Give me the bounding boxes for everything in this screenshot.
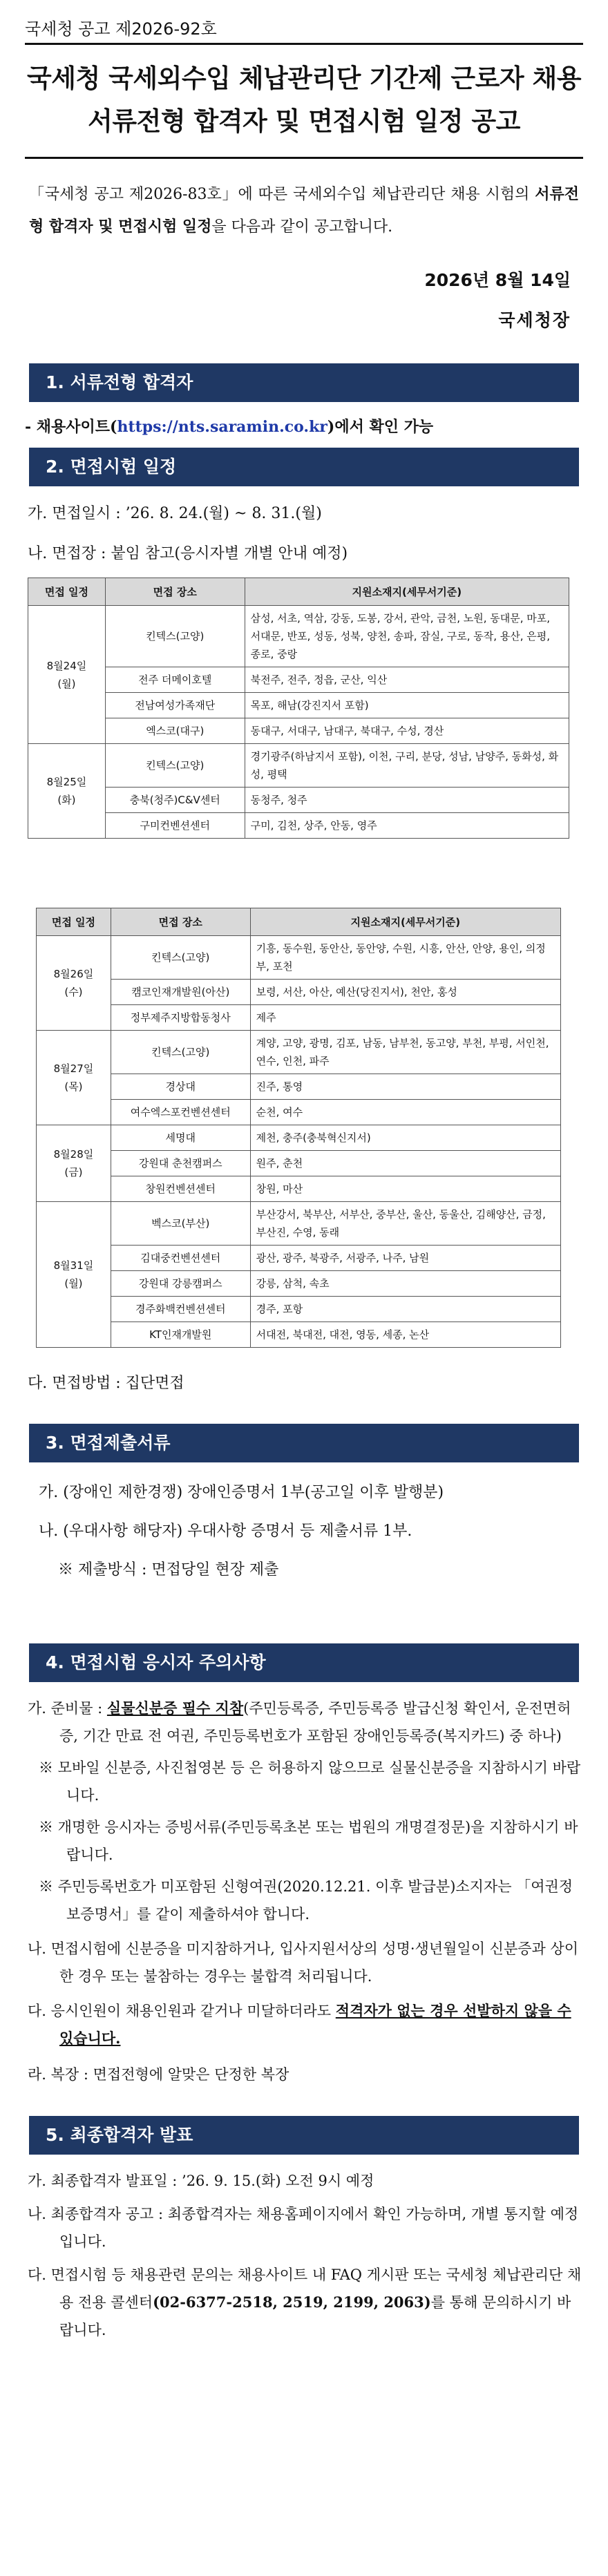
schedule-region: 계양, 고양, 광명, 김포, 남동, 남부천, 동고양, 부천, 부평, 서인천, 연수, 인천, 파주 xyxy=(250,1031,560,1074)
schedule-region: 기흥, 동수원, 동안산, 동안양, 수원, 시흥, 안산, 안양, 용인, 의정부, 포천 xyxy=(250,936,560,980)
s2-na: 나. 면접장 : 붙임 참고(응시자별 개별 안내 예정) xyxy=(28,545,348,562)
schedule-venue: 경상대 xyxy=(111,1074,250,1100)
s1-prefix: - 채용사이트( xyxy=(25,418,117,436)
s4-note-2: ※ 개명한 응시자는 증빙서류(주민등록초본 또는 법원의 개명결정문)을 지참하시기 바랍니다. xyxy=(39,1819,578,1863)
schedule-venue: 정부제주지방합동청사 xyxy=(111,1005,250,1031)
schedule-row xyxy=(37,1005,561,1031)
th-region: 지원소재지(세무서기준) xyxy=(250,908,560,936)
s4-da-bold: 적격자가 없는 경우 선발하지 않을 수 있습니다. xyxy=(59,2002,571,2047)
s3-note: ※ 제출방식 : 면접당일 현장 제출 xyxy=(58,1561,279,1578)
schedule-venue: 경주화백컨벤션센터 xyxy=(111,1297,250,1322)
interview-schedule-table-2 xyxy=(36,908,561,1348)
schedule-venue: 강원대 춘천캠퍼스 xyxy=(111,1151,250,1176)
section-1-header: 1. 서류전형 합격자 xyxy=(29,363,579,402)
s3-na: 나. (우대사항 해당자) 우대사항 증명서 등 제출서류 1부. xyxy=(39,1523,412,1540)
schedule-region: 서대전, 북대전, 대전, 영동, 세종, 논산 xyxy=(250,1322,560,1348)
intro-bold: 서류전형 합격자 및 면접시험 일정 xyxy=(29,185,579,236)
schedule-region: 진주, 통영 xyxy=(250,1074,560,1100)
schedule-region: 광산, 광주, 북광주, 서광주, 나주, 남원 xyxy=(250,1246,560,1271)
schedule-region: 경주, 포항 xyxy=(250,1297,560,1322)
schedule-region: 삼성, 서초, 역삼, 강동, 도봉, 강서, 관악, 금천, 노원, 동대문, 마포, 서대문, 반포, 성동, 성북, 양천, 송파, 잠실, 구로, 동작, 용산, 은평, 종로, 중랑 xyxy=(245,606,569,667)
th-region: 지원소재지(세무서기준) xyxy=(245,578,569,606)
schedule-row xyxy=(37,1271,561,1297)
schedule-venue: 창원컨벤션센터 xyxy=(111,1176,250,1202)
schedule-row xyxy=(37,1151,561,1176)
schedule-region: 동청주, 청주 xyxy=(245,788,569,813)
schedule-row xyxy=(28,606,569,667)
schedule-row xyxy=(37,1074,561,1100)
s2-da: 다. 면접방법 : 집단면접 xyxy=(28,1375,184,1392)
schedule-row xyxy=(37,1125,561,1151)
schedule-region: 순천, 여수 xyxy=(250,1100,560,1125)
schedule-region: 보령, 서산, 아산, 예산(당진지서), 천안, 홍성 xyxy=(250,980,560,1005)
schedule-day: 8월25일 (화) xyxy=(28,744,106,839)
schedule-region: 강릉, 삼척, 속초 xyxy=(250,1271,560,1297)
schedule-row xyxy=(28,813,569,839)
th-date: 면접 일정 xyxy=(28,578,106,606)
s4-ga xyxy=(25,1695,583,1750)
title-box xyxy=(25,43,583,159)
schedule-row xyxy=(28,788,569,813)
schedule-venue: 전주 더메이호텔 xyxy=(105,667,245,693)
schedule-row xyxy=(37,1031,561,1074)
s5-ga: 가. 최종합격자 발표일 : ’26. 9. 15.(화) 오전 9시 예정 xyxy=(28,2173,374,2189)
section-2-header: 2. 면접시험 일정 xyxy=(29,448,579,486)
schedule-venue: 벡스코(부산) xyxy=(111,1202,250,1246)
doc-number: 국세청 공고 제2026-92호 xyxy=(25,19,217,39)
schedule-venue: KT인재개발원 xyxy=(111,1322,250,1348)
schedule-region: 목포, 해남(강진지서 포함) xyxy=(245,693,569,718)
schedule-venue: 충북(청주)C&V센터 xyxy=(105,788,245,813)
schedule-region: 제주 xyxy=(250,1005,560,1031)
recruit-site-link[interactable]: https://nts.saramin.co.kr xyxy=(117,418,327,436)
th-date: 면접 일정 xyxy=(37,908,111,936)
section-5-header: 5. 최종합격자 발표 xyxy=(29,2116,579,2155)
intro-paragraph xyxy=(25,178,583,243)
section-1-line xyxy=(25,412,583,442)
s4-ga-rest: (주민등록증, 주민등록증 발급신청 확인서, 운전면허증, 기간 만료 전 여권, 주민등록번호가 포함된 장애인등록증(복지카드) 중 하나) xyxy=(59,1700,571,1744)
schedule-region: 북전주, 전주, 정읍, 군산, 익산 xyxy=(245,667,569,693)
section-3-header: 3. 면접제출서류 xyxy=(29,1424,579,1462)
schedule-venue: 구미컨벤션센터 xyxy=(105,813,245,839)
s4-ga-bold: 실물신분증 필수 지참 xyxy=(106,1699,244,1717)
th-venue: 면접 장소 xyxy=(105,578,245,606)
schedule-row xyxy=(28,693,569,718)
schedule-row xyxy=(37,1100,561,1125)
schedule-region: 제천, 충주(충북혁신지서) xyxy=(250,1125,560,1151)
intro-part-1: 「국세청 공고 제2026-83호」에 따른 국세외수입 체납관리단 채용 시험의 xyxy=(29,186,535,203)
schedule-row xyxy=(37,1246,561,1271)
schedule-row xyxy=(28,744,569,788)
s5-da-prefix: 다. 면접시험 등 채용관련 문의는 채용사이트 내 FAQ 게시판 또는 국세청 체납관리단 채용 전용 콜센터 xyxy=(28,2267,582,2311)
schedule-region: 경기광주(하남지서 포함), 이천, 구리, 분당, 성남, 남양주, 동화성, 화성, 평택 xyxy=(245,744,569,788)
s4-ra: 라. 복장 : 면접전형에 알맞은 단정한 복장 xyxy=(28,2066,289,2083)
schedule-row xyxy=(37,1202,561,1246)
schedule-venue: 캠코인재개발원(아산) xyxy=(111,980,250,1005)
schedule-venue: 강원대 강릉캠퍼스 xyxy=(111,1271,250,1297)
schedule-venue: 김대중컨벤션센터 xyxy=(111,1246,250,1271)
schedule-venue: 세명대 xyxy=(111,1125,250,1151)
schedule-row xyxy=(37,980,561,1005)
schedule-venue: 킨텍스(고양) xyxy=(105,744,245,788)
section-4-header: 4. 면접시험 응시자 주의사항 xyxy=(29,1643,579,1682)
schedule-region: 부산강서, 북부산, 서부산, 중부산, 울산, 동울산, 김해양산, 금정, 부산진, 수영, 동래 xyxy=(250,1202,560,1246)
s4-da-prefix: 다. 응시인원이 채용인원과 같거나 미달하더라도 xyxy=(28,2003,336,2019)
schedule-day: 8월31일 (월) xyxy=(37,1202,111,1348)
th-venue: 면접 장소 xyxy=(111,908,250,936)
schedule-venue: 킨텍스(고양) xyxy=(111,1031,250,1074)
s1-suffix: )에서 확인 가능 xyxy=(327,418,434,436)
schedule-row xyxy=(28,667,569,693)
schedule-row xyxy=(37,1176,561,1202)
schedule-venue: 킨텍스(고양) xyxy=(111,936,250,980)
schedule-region: 창원, 마산 xyxy=(250,1176,560,1202)
notice-date: 2026년 8월 14일 xyxy=(424,270,571,290)
schedule-row xyxy=(37,1297,561,1322)
s4-da xyxy=(25,1997,583,2052)
s4-na: 나. 면접시험에 신분증을 미지참하거나, 입사지원서상의 성명·생년월일이 신분증과 상이한 경우 또는 불참하는 경우는 불합격 처리됩니다. xyxy=(28,1940,579,1985)
schedule-venue: 엑스코(대구) xyxy=(105,718,245,744)
s5-na: 나. 최종합격자 공고 : 최종합격자는 채용홈페이지에서 확인 가능하며, 개별 통지할 예정입니다. xyxy=(28,2206,579,2250)
s4-note-1: ※ 모바일 신분증, 사진첩영본 등 은 허용하지 않으므로 실물신분증을 지참하시기 바랍니다. xyxy=(39,1759,581,1804)
schedule-day: 8월26일 (수) xyxy=(37,936,111,1031)
s3-ga: 가. (장애인 제한경쟁) 장애인증명서 1부(공고일 이후 발행분) xyxy=(39,1484,444,1501)
schedule-row xyxy=(28,718,569,744)
title-line-1: 국세청 국세외수입 체납관리단 기간제 근로자 채용 xyxy=(27,64,581,93)
schedule-venue: 여수엑스포컨벤션센터 xyxy=(111,1100,250,1125)
schedule-region: 구미, 김천, 상주, 안동, 영주 xyxy=(245,813,569,839)
schedule-day: 8월24일 (월) xyxy=(28,606,106,744)
s4-ga-prefix: 가. 준비물 : xyxy=(28,1700,107,1717)
interview-schedule-table-1 xyxy=(28,578,569,839)
issuer: 국세청장 xyxy=(498,310,571,330)
schedule-day: 8월27일 (목) xyxy=(37,1031,111,1125)
intro-part-2: 을 다음과 같이 공고합니다. xyxy=(211,218,393,236)
schedule-row xyxy=(37,936,561,980)
title-line-2: 서류전형 합격자 및 면접시험 일정 공고 xyxy=(88,106,520,136)
s2-ga: 가. 면접일시 : ’26. 8. 24.(월) ~ 8. 31.(월) xyxy=(28,505,322,522)
schedule-row xyxy=(37,1322,561,1348)
s5-da-bold: (02-6377-2518, 2519, 2199, 2063) xyxy=(153,2293,431,2311)
schedule-venue: 전남여성가족재단 xyxy=(105,693,245,718)
schedule-day: 8월28일 (금) xyxy=(37,1125,111,1202)
s4-note-3: ※ 주민등록번호가 미포함된 신형여권(2020.12.21. 이후 발급분)소지자는 「여권정보증명서」를 같이 제출하셔야 합니다. xyxy=(39,1878,573,1923)
schedule-region: 원주, 춘천 xyxy=(250,1151,560,1176)
schedule-region: 동대구, 서대구, 남대구, 북대구, 수성, 경산 xyxy=(245,718,569,744)
s5-da-suffix: 를 통해 문의하시기 바랍니다. xyxy=(59,2294,571,2338)
s5-da xyxy=(25,2261,583,2344)
schedule-venue: 킨텍스(고양) xyxy=(105,606,245,667)
